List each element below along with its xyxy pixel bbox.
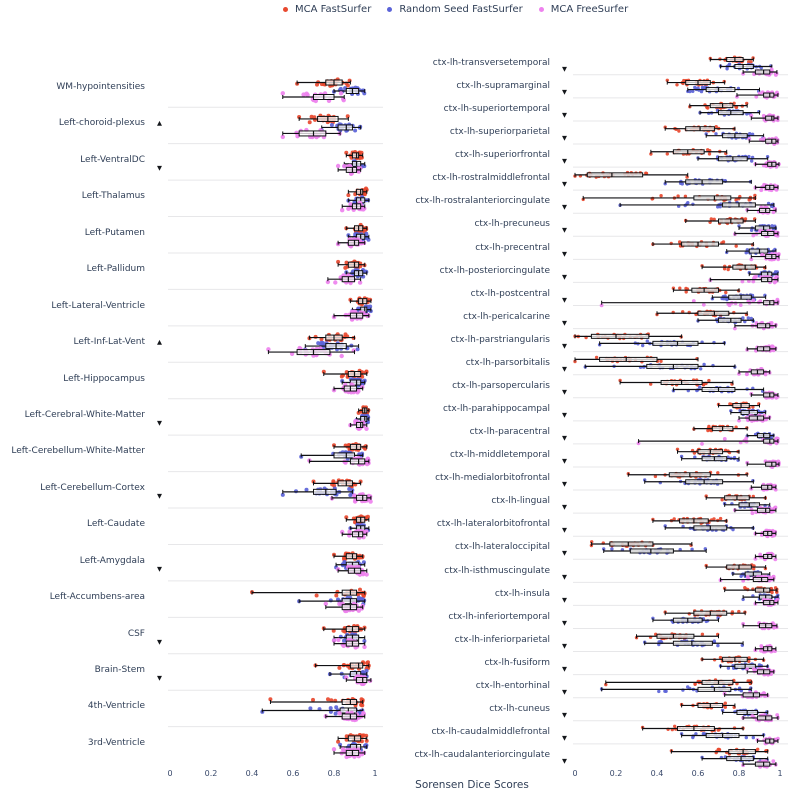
boxplot-MCA FastSurfer bbox=[694, 427, 747, 431]
x-tick-label: 0.2 bbox=[609, 769, 623, 778]
row-ctx-lh-superiortemporal bbox=[688, 102, 780, 123]
row-ctx-lh-postcentral bbox=[600, 287, 780, 308]
row-label: ctx-lh-cuneus bbox=[489, 703, 550, 714]
row-label: ctx-lh-superiorparietal bbox=[449, 127, 550, 138]
row-ctx-lh-medialorbitofrontal bbox=[627, 471, 778, 492]
row-ctx-lh-posteriorcingulate bbox=[700, 263, 779, 284]
marker-down-icon: ▼ bbox=[157, 491, 162, 500]
boxplot-MCA FreeSurfer bbox=[639, 439, 778, 443]
boxplot-MCA FastSurfer bbox=[651, 150, 727, 154]
row-label: ctx-lh-rostralanteriorcingulate bbox=[415, 196, 550, 207]
row-label: Left-Lateral-Ventricle bbox=[51, 300, 145, 311]
row-ctx-lh-cuneus bbox=[680, 702, 780, 723]
row-label: ctx-lh-lingual bbox=[491, 496, 550, 507]
boxplot-MCA FreeSurfer bbox=[342, 532, 367, 537]
panel-cortical-lh-glyphs bbox=[573, 56, 788, 769]
row-label: ctx-lh-caudalmiddlefrontal bbox=[431, 727, 550, 738]
row-label: ctx-lh-postcentral bbox=[470, 288, 550, 299]
row-ctx-lh-caudalanteriorcingulate bbox=[670, 748, 778, 769]
boxplot-MCA FastSurfer bbox=[620, 380, 733, 384]
row-label: Brain-Stem bbox=[94, 665, 145, 676]
x-tick-label: 0.8 bbox=[327, 769, 341, 778]
row-label: ctx-lh-superiortemporal bbox=[443, 104, 550, 115]
row-ctx-lh-rostralmiddlefrontal bbox=[573, 171, 779, 192]
row-ctx-lh-caudalmiddlefrontal bbox=[641, 725, 780, 746]
row-ctx-lh-transversetemporal bbox=[709, 56, 779, 77]
marker-up-icon: ▲ bbox=[157, 338, 162, 347]
marker-down-icon: ▼ bbox=[562, 180, 567, 189]
boxplot-MCA FastSurfer bbox=[583, 196, 755, 200]
row-ctx-lh-supramarginal bbox=[666, 79, 780, 100]
boxplot-MCA FastSurfer bbox=[628, 473, 747, 477]
marker-down-icon: ▼ bbox=[562, 480, 567, 489]
marker-down-icon: ▼ bbox=[562, 595, 567, 604]
marker-down-icon: ▼ bbox=[562, 411, 567, 420]
marker-down-icon: ▼ bbox=[562, 134, 567, 143]
boxplot-MCA FastSurfer bbox=[575, 357, 698, 361]
row-label: Left-Hippocampus bbox=[63, 373, 145, 384]
marker-down-icon: ▼ bbox=[157, 163, 162, 172]
marker-down-icon: ▼ bbox=[562, 226, 567, 235]
row-label: ctx-lh-fusiform bbox=[484, 657, 550, 668]
row-label: ctx-lh-lateraloccipital bbox=[455, 542, 550, 553]
marker-down-icon: ▼ bbox=[157, 637, 162, 646]
boxplot-Random Seed FastSurfer bbox=[698, 157, 768, 161]
row-label: Left-Cerebellum-White-Matter bbox=[11, 446, 145, 457]
marker-down-icon: ▼ bbox=[562, 157, 567, 166]
x-tick-label: 1 bbox=[777, 769, 783, 778]
boxplot-MCA FreeSurfer bbox=[283, 95, 345, 100]
boxplot-MCA FreeSurfer bbox=[743, 624, 777, 628]
row-label: ctx-lh-transversetemporal bbox=[432, 58, 550, 68]
row-label: ctx-lh-parahippocampal bbox=[442, 404, 550, 415]
boxplot-Random Seed FastSurfer bbox=[602, 687, 752, 691]
marker-down-icon: ▼ bbox=[562, 65, 567, 73]
boxplot-MCA FastSurfer bbox=[725, 588, 777, 592]
boxplot-MCA FastSurfer bbox=[591, 542, 691, 546]
row-label: 4th-Ventricle bbox=[87, 701, 145, 712]
row-label: ctx-lh-entorhinal bbox=[475, 680, 550, 691]
row-label: ctx-lh-lateralorbitofrontal bbox=[436, 519, 550, 530]
row-label: ctx-lh-isthmuscingulate bbox=[444, 565, 550, 576]
row-ctx-lh-precuneus bbox=[684, 217, 780, 238]
marker-down-icon: ▼ bbox=[157, 674, 162, 683]
row-label: Left-Inf-Lat-Vent bbox=[73, 337, 145, 348]
boxplot-Random Seed FastSurfer bbox=[600, 341, 725, 345]
marker-down-icon: ▼ bbox=[157, 564, 162, 573]
row-label: ctx-lh-inferiortemporal bbox=[448, 611, 550, 622]
boxplot-MCA FastSurfer bbox=[710, 58, 753, 62]
boxplot-MCA FastSurfer bbox=[575, 334, 682, 338]
marker-down-icon: ▼ bbox=[562, 318, 567, 327]
boxplot-MCA FastSurfer bbox=[673, 288, 739, 292]
row-ctx-lh-lingual bbox=[705, 494, 778, 515]
x-tick-label: 0.6 bbox=[691, 769, 705, 778]
boxplot-MCA FastSurfer bbox=[606, 680, 752, 684]
marker-down-icon: ▼ bbox=[562, 526, 567, 535]
row-label: Left-VentralDC bbox=[80, 154, 145, 165]
marker-down-icon: ▼ bbox=[562, 549, 567, 558]
row-ctx-lh-pericalcarine bbox=[655, 310, 777, 331]
marker-down-icon: ▼ bbox=[562, 341, 567, 350]
row-ctx-lh-parsorbitalis bbox=[573, 356, 771, 377]
row-ctx-lh-parstriangularis bbox=[573, 332, 777, 352]
x-tick-label: 0.4 bbox=[650, 769, 664, 778]
row-label: Left-choroid-plexus bbox=[58, 118, 145, 129]
row-label: ctx-lh-precentral bbox=[475, 242, 550, 253]
boxplot-MCA FastSurfer bbox=[643, 727, 743, 731]
row-label: ctx-lh-superiorfrontal bbox=[455, 150, 550, 161]
row-label: ctx-lh-pericalcarine bbox=[463, 311, 550, 322]
x-tick-label: 0.4 bbox=[245, 769, 259, 778]
boxplot-Random Seed FastSurfer bbox=[665, 180, 751, 184]
boxplot-Random Seed FastSurfer bbox=[620, 203, 774, 207]
row-label: ctx-lh-middletemporal bbox=[449, 450, 550, 461]
x-tick-label: 0 bbox=[572, 769, 578, 778]
row-label: ctx-lh-paracentral bbox=[469, 427, 550, 438]
row-label: Left-Cerebellum-Cortex bbox=[40, 482, 145, 493]
row-ctx-lh-paracentral bbox=[637, 425, 780, 446]
row-ctx-lh-entorhinal bbox=[600, 678, 770, 699]
boxplot-MCA FreeSurfer bbox=[751, 393, 778, 397]
boxplot-Random Seed FastSurfer bbox=[283, 489, 353, 494]
boxplot-MCA FastSurfer bbox=[653, 242, 753, 246]
boxplot-Random Seed FastSurfer bbox=[702, 757, 768, 761]
row-label: CSF bbox=[127, 628, 145, 639]
legend-label: Random Seed FastSurfer bbox=[399, 4, 523, 15]
marker-down-icon: ▼ bbox=[562, 757, 567, 766]
row-label: Left-Amygdala bbox=[79, 555, 145, 566]
marker-down-icon: ▼ bbox=[562, 503, 567, 512]
row-label: ctx-lh-supramarginal bbox=[456, 81, 550, 92]
row-label: ctx-lh-parsorbitalis bbox=[465, 357, 550, 368]
row-ctx-lh-parsopercularis bbox=[618, 378, 779, 399]
marker-down-icon: ▼ bbox=[562, 710, 567, 719]
row-label: Left-Cerebral-White-Matter bbox=[24, 409, 145, 420]
row-ctx-lh-isthmuscingulate bbox=[705, 563, 776, 582]
boxplot-Random Seed FastSurfer bbox=[747, 434, 774, 438]
boxplot-MCA FreeSurfer bbox=[751, 485, 776, 489]
marker-down-icon: ▼ bbox=[562, 687, 567, 696]
marker-down-icon: ▼ bbox=[562, 572, 567, 581]
row-label: ctx-lh-rostralmiddlefrontal bbox=[432, 173, 550, 184]
row-ctx-lh-parahippocampal bbox=[717, 402, 772, 423]
marker-down-icon: ▼ bbox=[562, 434, 567, 443]
row-label: ctx-lh-caudalanteriorcingulate bbox=[414, 750, 550, 761]
marker-down-icon: ▼ bbox=[562, 457, 567, 466]
row-ctx-lh-fusiform bbox=[700, 655, 775, 676]
boxplot-MCA FreeSurfer bbox=[747, 462, 779, 466]
marker-down-icon: ▼ bbox=[562, 272, 567, 281]
boxplot-MCA FastSurfer bbox=[299, 116, 348, 121]
boxplot-Random Seed FastSurfer bbox=[712, 295, 765, 299]
row-ctx-lh-lateraloccipital bbox=[590, 540, 777, 561]
boxplot-MCA FastSurfer bbox=[706, 565, 765, 569]
row-label: Left-Caudate bbox=[87, 519, 145, 530]
boxplot-MCA FreeSurfer bbox=[328, 277, 361, 282]
row-ctx-lh-middletemporal bbox=[676, 448, 781, 469]
row-ctx-lh-inferiortemporal bbox=[651, 609, 778, 630]
boxplot-Random Seed FastSurfer bbox=[665, 526, 753, 530]
row-label: Left-Thalamus bbox=[81, 191, 145, 202]
marker-down-icon: ▼ bbox=[562, 364, 567, 373]
row-label: ctx-lh-parsopercularis bbox=[452, 380, 550, 391]
row-label: ctx-lh-posteriorcingulate bbox=[439, 265, 550, 276]
boxplot-MCA FastSurfer bbox=[706, 496, 765, 500]
marker-down-icon: ▼ bbox=[562, 88, 567, 97]
marker-down-icon: ▼ bbox=[562, 618, 567, 627]
x-tick-label: 0.2 bbox=[204, 769, 218, 778]
row-label: Left-Pallidum bbox=[86, 264, 145, 275]
row-ctx-lh-superiorparietal bbox=[664, 125, 780, 146]
marker-down-icon: ▼ bbox=[562, 203, 567, 212]
marker-down-icon: ▼ bbox=[562, 111, 567, 120]
row-ctx-lh-rostralanteriorcingulate bbox=[582, 194, 777, 215]
boxplot-MCA FreeSurfer bbox=[747, 670, 774, 674]
marker-down-icon: ▼ bbox=[562, 249, 567, 258]
legend-label: MCA FastSurfer bbox=[295, 4, 372, 15]
row-ctx-lh-inferiorparietal bbox=[635, 632, 777, 653]
marker-down-icon: ▼ bbox=[562, 664, 567, 673]
boxplot-MCA FastSurfer bbox=[690, 104, 747, 108]
row-label: ctx-lh-inferiorparietal bbox=[454, 634, 550, 645]
marker-down-icon: ▼ bbox=[562, 641, 567, 650]
x-tick-label: 0 bbox=[167, 769, 173, 778]
boxplot-MCA FastSurfer bbox=[653, 519, 727, 523]
x-tick-label: 1 bbox=[372, 769, 378, 778]
marker-down-icon: ▼ bbox=[157, 418, 162, 427]
marker-down-icon: ▼ bbox=[562, 734, 567, 743]
row-ctx-lh-superiorfrontal bbox=[649, 148, 781, 169]
row-label: Left-Accumbens-area bbox=[49, 592, 145, 603]
x-axis-title: Sorensen Dice Scores bbox=[415, 779, 529, 791]
marker-down-icon: ▼ bbox=[562, 387, 567, 396]
legend-label: MCA FreeSurfer bbox=[550, 4, 629, 15]
marker-down-icon: ▼ bbox=[562, 295, 567, 304]
row-label: Left-Putamen bbox=[84, 227, 145, 238]
marker-up-icon: ▲ bbox=[157, 119, 162, 128]
row-label: ctx-lh-parstriangularis bbox=[450, 334, 550, 345]
x-tick-label: 0.6 bbox=[286, 769, 300, 778]
row-label: WM-hypointensities bbox=[56, 82, 145, 92]
x-tick-label: 0.8 bbox=[732, 769, 746, 778]
row-label: 3rd-Ventricle bbox=[87, 737, 145, 748]
row-ctx-lh-lateralorbitofrontal bbox=[651, 517, 777, 538]
row-ctx-lh-insula bbox=[723, 586, 780, 607]
row-label: ctx-lh-insula bbox=[494, 588, 550, 599]
row-label: ctx-lh-precuneus bbox=[474, 219, 550, 230]
boxplot-MCA FastSurfer bbox=[575, 173, 688, 177]
boxplot-MCA FastSurfer bbox=[637, 634, 719, 638]
row-label: ctx-lh-medialorbitofrontal bbox=[435, 473, 550, 484]
row-ctx-lh-precentral bbox=[651, 240, 780, 261]
